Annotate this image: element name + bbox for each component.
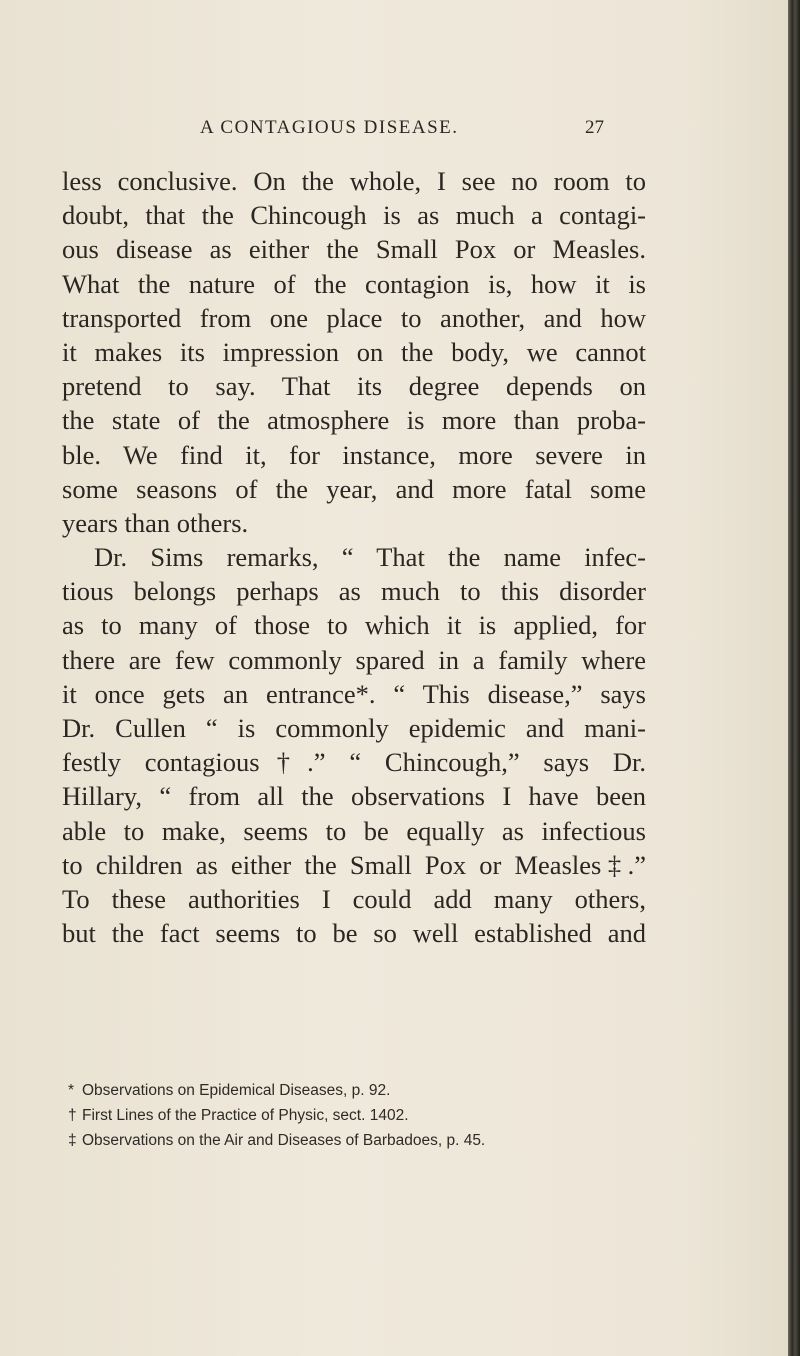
footnotes [68, 1078, 628, 1153]
text-line: but the fact seems to be so well established and [62, 918, 646, 949]
footnote [68, 1128, 628, 1153]
page-binding-edge [788, 0, 800, 1356]
text-line: pretend to say. That its degree depends on [62, 371, 646, 402]
text-line: Dr. Sims remarks, “ That the name infec- [94, 542, 646, 573]
text-line: years than others. [62, 507, 249, 538]
text-line: festly contagious†.” “ Chincough,” says Dr. [62, 747, 646, 778]
footnote-mark: ‡ [68, 1132, 77, 1149]
text-line: less conclusive. On the whole, I see no room to [62, 166, 646, 196]
body-text [62, 164, 646, 950]
text-line: it makes its impression on the body, we cannot [62, 336, 646, 367]
footnote [68, 1103, 628, 1128]
text-line: to children as either the Small Pox or Measles‡.” [62, 849, 646, 880]
text-line: Hillary, “ from all the observations I have been [62, 781, 646, 812]
footnote-text: Observations on Epidemical Diseases, p. 92. [82, 1082, 391, 1099]
text-line: ous disease as either the Small Pox or Measles. [62, 234, 646, 265]
running-head-title: A CONTAGIOUS DISEASE. [200, 117, 459, 138]
page-number: 27 [585, 117, 604, 138]
text-line: To these authorities I could add many others, [62, 883, 646, 914]
text-line: What the nature of the contagion is, how it is [62, 268, 646, 299]
text-line: as to many of those to which it is applied, for [62, 610, 646, 641]
text-line: some seasons of the year, and more fatal some [62, 473, 646, 504]
text-line: it once gets an entrance*. “ This disease,” says [62, 678, 646, 709]
text-line: doubt, that the Chincough is as much a contagi- [62, 200, 646, 231]
running-head [200, 117, 604, 143]
footnote-text: Observations on the Air and Diseases of Barbadoes, p. 45. [82, 1132, 486, 1149]
text-line: the state of the atmosphere is more than proba- [62, 405, 646, 436]
text-line: transported from one place to another, and how [62, 302, 646, 333]
footnote-mark: * [68, 1082, 75, 1099]
footnote-mark: † [68, 1107, 77, 1124]
text-line: tious belongs perhaps as much to this disorder [62, 576, 646, 607]
footnote [68, 1078, 628, 1103]
text-line: Dr. Cullen “ is commonly epidemic and mani- [62, 713, 646, 743]
footnote-text: First Lines of the Practice of Physic, sect. 1402. [82, 1107, 409, 1124]
text-line: there are few commonly spared in a family where [62, 644, 646, 675]
text-line: ble. We find it, for instance, more severe in [62, 439, 646, 470]
text-line: able to make, seems to be equally as infectious [62, 815, 646, 846]
